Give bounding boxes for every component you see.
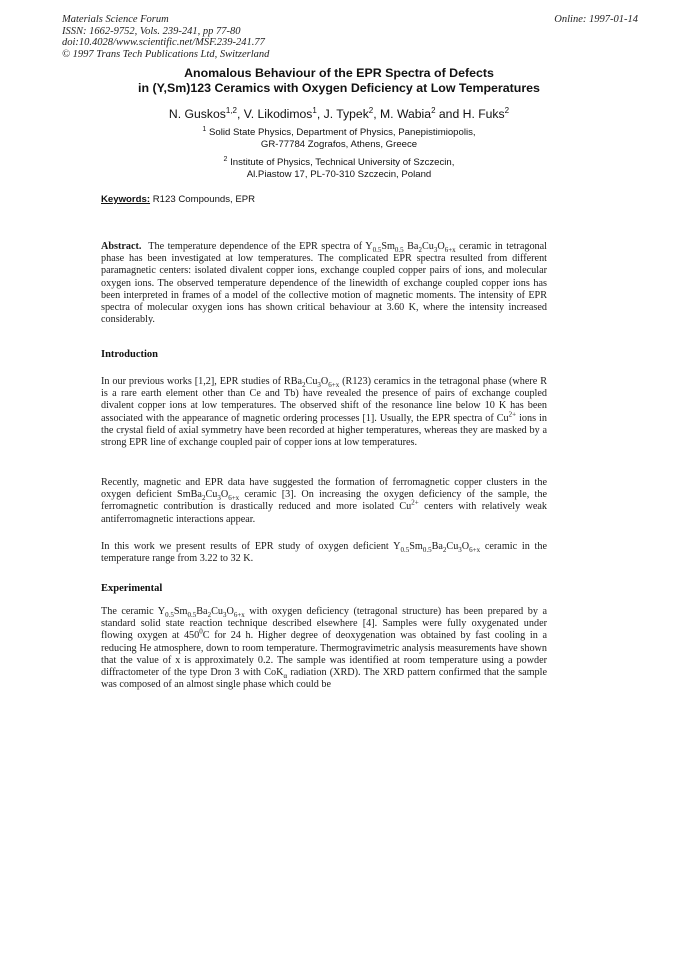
keywords-label: Keywords: (101, 194, 151, 205)
journal-name: Materials Science Forum (62, 14, 169, 25)
subscript: 2 (302, 381, 306, 390)
author-affiliation-mark: 1 (312, 105, 317, 115)
author-affiliation-mark: 2 (504, 105, 510, 115)
author-name: M. Wabia (380, 107, 432, 121)
affiliation-line: Solid State Physics, Department of Physics, Panepistimiopolis, (208, 127, 476, 138)
paragraph-text: C for 24 h. Higher degree of deoxygenation was obtained by fast cooling in a reducing He atmosphere, down to room temperature. Thermogravimetric analysis measurements have shown that the value of x is approximately 0.2. The sample was identified at room temperature using a powder diffractometer of the type Dron 3 with CoK (101, 630, 547, 679)
subscript: 6+x (444, 246, 456, 255)
subscript: 2 (418, 246, 422, 255)
introduction-heading: Introduction (101, 349, 158, 360)
abstract-text: Cu (421, 241, 434, 252)
paragraph-text: ceramic in the temperature range from 3.22 to 32 K. (101, 541, 547, 565)
author-affiliation-mark: 2 (431, 105, 436, 115)
keywords-value: R123 Compounds, EPR (152, 194, 256, 205)
title-line-2: in (Y,Sm)123 Ceramics with Oxygen Deficiency at Low Temperatures (138, 81, 540, 95)
subscript: 6+x (469, 546, 481, 555)
experimental-paragraph-1 (101, 606, 547, 691)
subscript: α (283, 672, 288, 681)
subscript: 0.5 (422, 546, 432, 555)
paragraph-text: O (220, 489, 229, 501)
paragraph-text: ceramic [3]. On increasing the oxygen deficiency of the sample, the ferromagnetic contribution is drastically reduced and more isolated Cu (101, 489, 547, 513)
introduction-paragraph-2 (101, 477, 547, 526)
paragraph-text: Recently, magnetic and EPR data have suggested the formation of ferromagnetic copper clusters in the oxygen deficient SmBa (101, 477, 547, 501)
experimental-heading: Experimental (101, 583, 163, 594)
author-name: J. Typek (323, 107, 369, 121)
paragraph-text: Ba (196, 606, 208, 617)
subscript: 6+x (228, 494, 240, 503)
introduction-paragraph-3 (101, 541, 547, 565)
copyright-line: © 1997 Trans Tech Publications Ltd, Switzerland (62, 48, 270, 60)
affiliation-line: Al.Piastow 17, PL-70-310 Szczecin, Poland (246, 169, 432, 180)
introduction-paragraph-1 (101, 376, 547, 449)
title-line-1: Anomalous Behaviour of the EPR Spectra of Defects (184, 66, 494, 80)
subscript: 3 (217, 494, 221, 503)
superscript: 2+ (411, 499, 419, 508)
superscript: 2+ (508, 410, 517, 419)
paragraph-text: Cu (446, 541, 459, 552)
author-affiliation-mark: 2 (368, 105, 374, 115)
paragraph-text: The ceramic Y (101, 606, 166, 617)
affiliation-mark: 2 (223, 155, 228, 163)
online-date: Online: 1997-01-14 (554, 14, 638, 25)
paragraph-text: In our previous works [1,2], EPR studies of RBa (101, 376, 303, 387)
paragraph-text: ions in the crystal field of axial symmetry have been recorded at higher temperatures, whereas they are masked by a strong EPR line of exchange coupled pair of copper ions at low temperatures. (101, 412, 547, 449)
affiliation-2 (60, 157, 618, 181)
superscript: 0 (199, 628, 203, 637)
paragraph-text: O (461, 541, 470, 552)
paragraph-text: with oxygen deficiency (tetragonal structure) has been prepared by a standard solid state reaction technique described elsewhere [4]. Samples were fully oxygenated under flowing oxygen at 450 (101, 606, 547, 642)
author-name: N. Guskos (168, 107, 226, 121)
abstract-text: O (437, 241, 445, 252)
subscript: 0.5 (372, 246, 382, 255)
subscript: 0.5 (400, 546, 410, 555)
abstract-text: Sm (381, 241, 395, 252)
subscript: 3 (317, 381, 321, 390)
paragraph-text: Sm (409, 541, 423, 552)
affiliation-1 (60, 127, 618, 151)
abstract-text: Ba (403, 241, 419, 252)
paragraph-text: Cu (305, 376, 318, 387)
author-list: N. Guskos$^{1,2}$, V. Likodimos$^1$, J. Typek$^2$, M. Wabia$^2$ and H. Fuks$^2$ (168, 105, 510, 121)
journal-header (62, 14, 422, 60)
author-name: H. Fuks (462, 107, 505, 121)
affiliation-mark: 1 (202, 125, 207, 133)
paragraph-text: Sm (173, 606, 188, 617)
subscript: 3 (222, 611, 227, 620)
subscript: 0.5 (394, 246, 404, 255)
affiliation-line: GR-77784 Zografos, Athens, Greece (260, 139, 418, 150)
keywords (101, 194, 501, 206)
abstract-text: The temperature dependence of the EPR spectra of Y (148, 241, 373, 252)
abstract-label: Abstract. (101, 241, 142, 252)
paragraph-text: Ba (431, 541, 443, 552)
paragraph-text: O (320, 376, 329, 387)
subscript: 0.5 (165, 611, 174, 620)
paragraph-text: (R123) ceramics in the tetragonal phase (where R is a rare earth element other than Ce and Tb) have revealed the presence of pairs of exchange coupled divalent copper ions at low temperatures. The observed shift of the resonance line below 10 K has been associated with the appearance of magnetic ordering processes [1]. Usually, the EPR spectra of Cu (101, 376, 547, 424)
paper-title (60, 66, 618, 96)
paragraph-text: In this work we present results of EPR study of oxygen deficient Y (101, 541, 401, 552)
author-name: V. Likodimos (243, 107, 313, 121)
subscript: 2 (207, 611, 212, 620)
affiliation-line: Institute of Physics, Technical University of Szczecin, (230, 157, 455, 168)
subscript: 6+x (233, 611, 245, 620)
paragraph-text: O (226, 606, 234, 617)
subscript: 2 (201, 494, 206, 503)
paragraph-text: Cu (211, 606, 223, 617)
subscript: 3 (458, 546, 462, 555)
paragraph-text: centers with relatively weak antiferromagnetic interactions appear. (101, 501, 547, 525)
abstract-text: ceramic in tetragonal phase has been investigated at low temperatures. The complicated EPR spectra resulted from different paramagnetic centers: isolated divalent copper ions, exchange coupled copper pairs of ions, and molecular oxygen ions. The observed temperature dependence of the linewidth of exchange coupled copper ions has been interpreted in frames of a model of the collective motion of magnetic moments. The intensity of EPR spectra of molecular oxygen ions has shown critical behaviour at 3.60 K, where the intensity increased considerably. (101, 241, 547, 326)
author-conjunction: and (438, 107, 460, 121)
author-affiliation-mark: 1,2 (225, 105, 237, 115)
abstract-paragraph (101, 241, 547, 326)
issn-line: ISSN: 1662-9752, Vols. 239-241, pp 77-80 (62, 25, 241, 37)
subscript: 6+x (328, 381, 340, 390)
subscript: 3 (433, 246, 438, 255)
paragraph-text: radiation (XRD). The XRD pattern confirmed that the sample was composed of an almost single phase which could be (101, 667, 547, 691)
subscript: 2 (442, 546, 447, 555)
subscript: 0.5 (187, 611, 197, 620)
doi-line: doi:10.4028/www.scientific.net/MSF.239-241.77 (62, 37, 265, 49)
paragraph-text: Cu (205, 489, 218, 501)
